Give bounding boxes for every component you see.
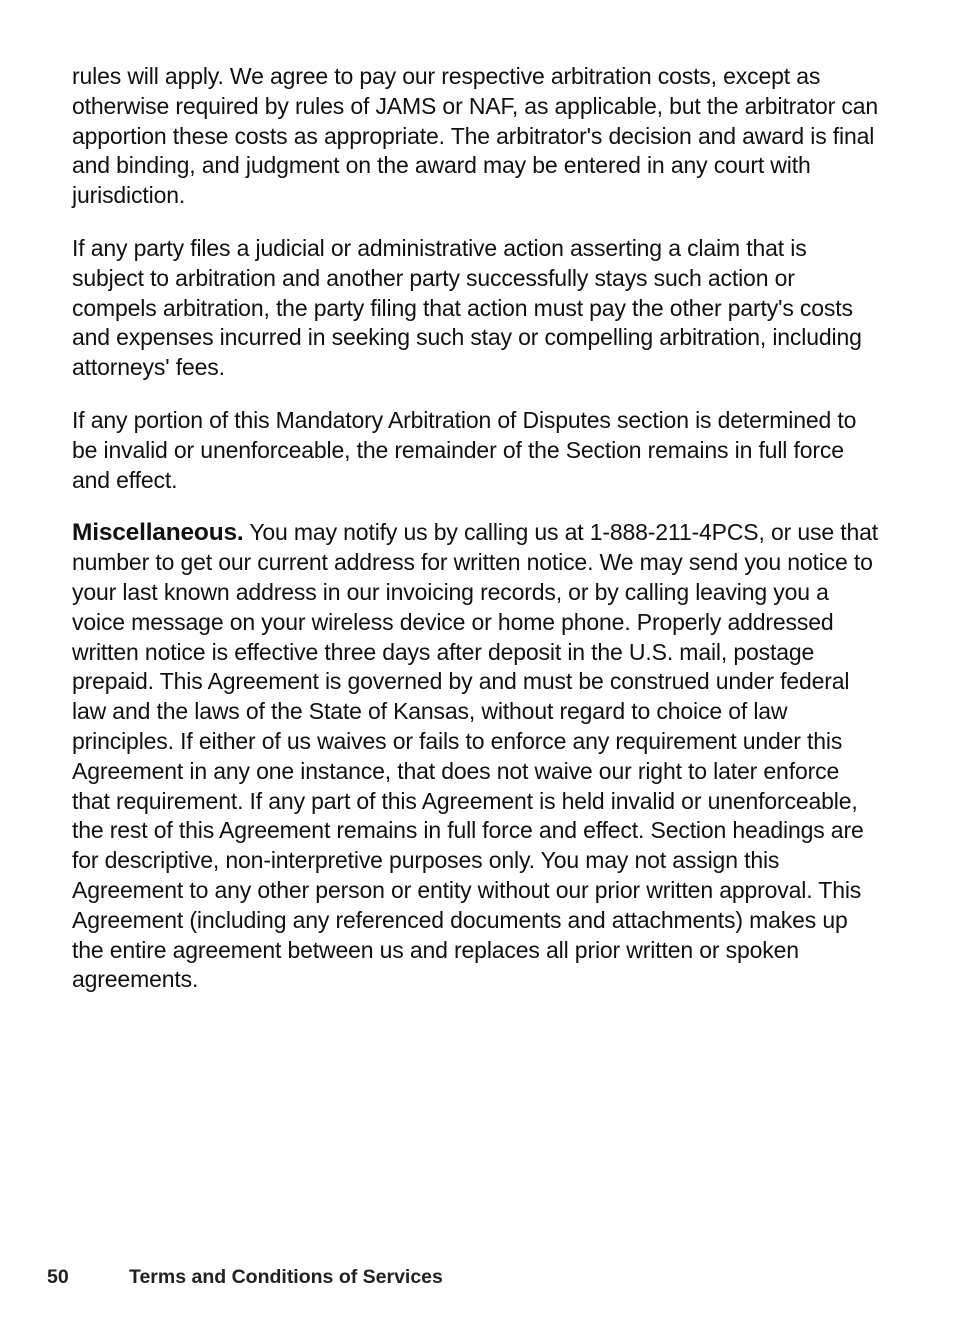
page-body [72,62,882,1018]
severability-paragraph: If any portion of this Mandatory Arbitration of Disputes section is determined to be invalid or unenforceable, the remainder of the Section remains in full force and effect. [72,406,857,493]
judicial-action-paragraph: If any party files a judicial or administrative action asserting a claim that is subject to arbitration and another party successfully stays such action or compels arbitration, the party filing that action must pay the other party's costs and expenses incurred in seeking such stay or compelling arbitration, including attorneys' fees. [72,234,862,381]
miscellaneous-body: You may notify us by calling us at 1-888-211-4PCS, or use that number to get our current address for written notice. We may send you notice to your last known address in our invoicing records, or by calling leaving you a voice message on your wireless device or home phone. Properly addressed written notice is effective three days after deposit in the U.S. mail, postage prepaid. This Agreement is governed by and must be construed under federal law and the laws of the State of Kansas, without regard to choice of law principles. If either of us waives or fails to enforce any requirement under this Agreement in any one instance, that does not waive our right to later enforce that requirement. If any part of this Agreement is held invalid or unenforceable, the rest of this Agreement remains in full force and effect. Section headings are for descriptive, non-interpretive purposes only. You may not assign this Agreement to any other person or entity without our prior written approval. This Agreement (including any referenced documents and attachments) makes up the entire agreement between us and replaces all prior written or spoken agreements. [72,519,878,993]
page-footer [47,1266,443,1289]
miscellaneous-paragraph [72,518,882,995]
arbitration-costs-paragraph: rules will apply. We agree to pay our respective arbitration costs, except as otherwise required by rules of JAMS or NAF, as applicable, but the arbitrator can apportion these costs as appropriate. The arbitrator's decision and award is final and binding, and judgment on the award may be entered in any court with jurisdiction. [72,63,879,209]
miscellaneous-heading: Miscellaneous. [72,519,244,547]
page-number: 50 [47,1266,69,1288]
footer-section-title: Terms and Conditions of Services [129,1266,443,1288]
